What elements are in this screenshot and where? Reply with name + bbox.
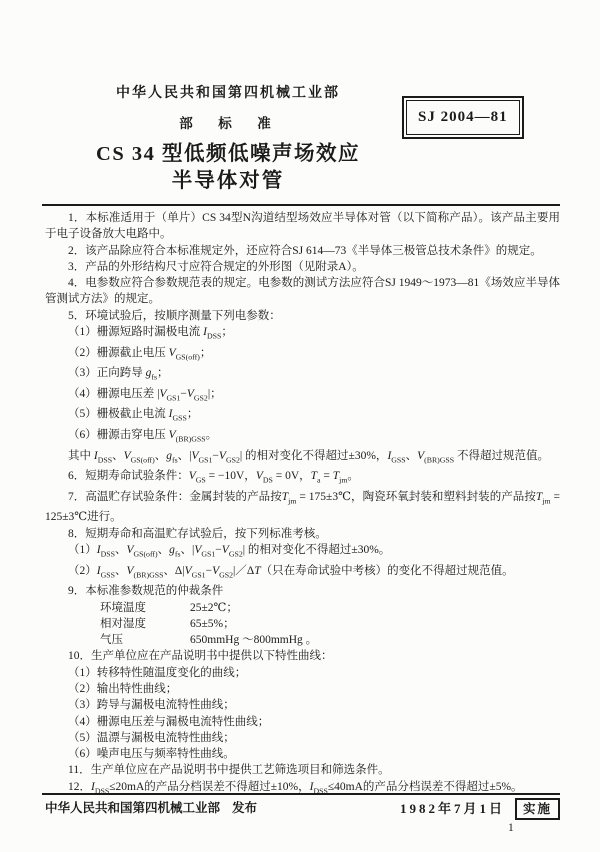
standard-category: 部 标 准 [179,116,277,131]
clause-10-item-4: （4）栅源电压差与漏极电流特性曲线； [68,715,270,728]
clause-8: 8．短期寿命和高温贮存试验后，按下列标准考核。 [68,527,327,540]
clause-5: 5．环境试验后，按顺序测量下列电参数： [68,309,281,322]
arbitration-label: 环境温度 [100,601,146,614]
publish-label: 发布 [232,801,258,815]
arbitration-value: 65±5%； [190,617,235,630]
clause-10-item-6: （6）噪声电压与频率特性曲线。 [68,748,235,761]
header-divider [42,204,560,206]
footer-publisher-block [45,798,257,818]
standard-number: SJ 2004—81 [406,100,520,135]
clause-3: 3．产品的外形结构尺寸应符合规定的外形图（见附录A）。 [68,260,364,273]
clause-10-item-5: （5）温漂与漏极电流特性曲线； [68,731,235,744]
arbitration-row-temperature [45,600,560,616]
implement-label: 实施 [522,802,552,816]
arbitration-value: 650mmHg ～800mmHg 。 [190,634,318,647]
clause-5-item-1: （1）栅源短路时漏极电流 $I_{DSS}$； [68,326,233,341]
implement-label-box [515,798,560,820]
clause-9: 9．本标准参数规范的仲裁条件 [68,585,224,598]
clause-2: 2．该产品除应符合本标准规定外，还应符合SJ 614—73《半导体三极管总技术条件》的规定。 [68,244,542,257]
clause-4: 4．电参数应符合参数规范表的规定。电参数的测试方法应符合SJ 1949～1973—81《场效应半导体管测试方法》的规定。 [45,277,560,306]
clause-10-item-2: （2）输出特性曲线； [68,682,178,695]
clause-6: 6．短期寿命试验条件：$V_{GS} = -10V$，$V_{DS} = 0V$，$T_a = T_{jm}$。 [68,470,359,485]
footer-implement-block [400,798,560,820]
clause-5-note: 其中 $I_{DSS}$、$V_{GS(off)}$、$g_{fs}$、$|V_{GS1}-V_{GS2}|$ 的相对变化不得超过±30%，$I_{GSS}$、$V_{(BR)GSS}$ 不得超过规范值。 [68,449,549,464]
arbitration-row-humidity [45,616,560,632]
arbitration-row-pressure [45,632,560,648]
page-number: 1 [508,822,514,834]
clause-5-item-4: （4）栅源电压差 $|V_{GS1}-V_{GS2}|$； [68,387,222,403]
clause-5-item-3: （3）正向跨导 $g_{fs}$； [68,367,169,382]
clause-8-item-1: $(1)I_{DSS}$、$V_{GS(off)}$、$g_{fs}$、$|V_{GS1}-V_{GS2}|$ 的相对变化不得超过±30%。 [68,544,391,559]
clause-1: 1．本标准适用于（单片）CS 34型N沟道结型场效应半导体对管（以下简称产品）。该产品主要用于电子设备放大电路中。 [45,212,560,241]
implement-date: 1982年7月1日 [399,801,505,816]
arbitration-label: 气压 [100,634,123,647]
ministry-line: 中华人民共和国第四机械工业部 [116,86,340,101]
clause-5-item-5: （5）栅极截止电流 $I_{GSS}$； [68,408,199,423]
doc-title-line2: 半导体对管 [171,170,285,192]
footer-divider [42,793,560,795]
clause-8-item-2: $(2)I_{GSS}$、$V_{(BR)GSS}$、$\Delta|V_{GS1}-V_{GS2}|/\Delta T$（只在寿命试验中考核）的变化不得超过规范值。 [68,564,514,579]
clause-10-item-1: （1）转移特性随温度变化的曲线； [68,666,247,679]
document-body [45,210,560,799]
clause-11: 11．生产单位应在产品说明书中提供工艺筛选项目和筛选条件。 [68,764,390,777]
clause-7: 7．高温贮存试验条件：金属封装的产品按$T_{jm}$ = 175±3℃，陶瓷环氧封装和塑料封装的产品按$T_{jm}$ = 125±3℃进行。 [45,490,560,524]
arbitration-label: 相对湿度 [100,617,146,630]
doc-title-line1: CS 34 型低频低噪声场效应 [96,143,360,165]
arbitration-value: 25±2℃； [190,601,238,614]
publisher-name: 中华人民共和国第四机械工业部 [45,801,221,815]
clause-10-item-3: （3）跨导与漏极电流特性曲线； [68,699,235,712]
standard-number-box [402,96,524,139]
clause-12: 12．$I_{DSS}\le 20mA$的产品分档误差不得超过±10%，$I_{DSS}\le 40mA$的产品分档误差不得超过±5%。 [68,780,523,796]
clause-10: 10．生产单位应在产品说明书中提供以下特性曲线： [68,650,333,663]
clause-5-item-6: （6）栅源击穿电压 $V_{(BR)GSS}$。 [68,429,218,444]
document-header [12,0,444,195]
document-footer [45,798,560,820]
clause-5-item-2: （2）栅源截止电压 $V_{GS(off)}$； [68,346,212,361]
